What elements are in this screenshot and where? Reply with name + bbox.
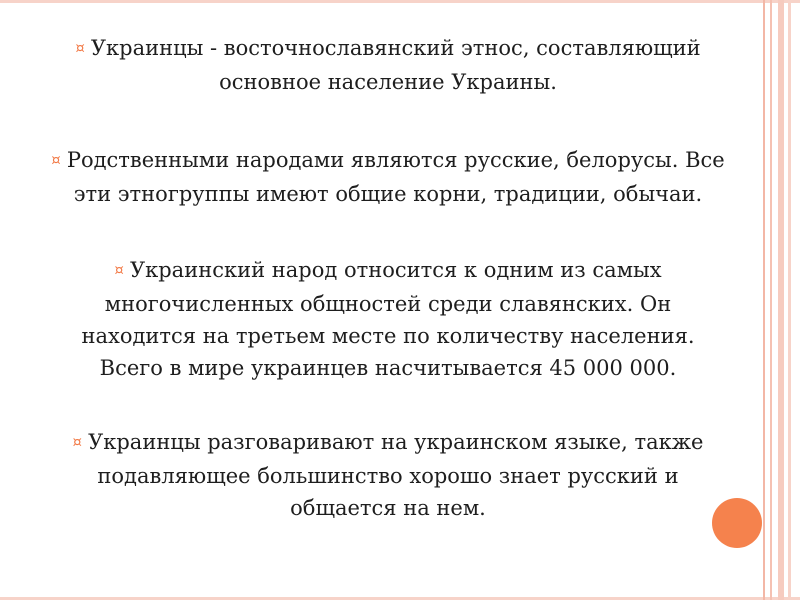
paragraph-line: Всего в мире украинцев насчитывается 45 000 000. — [99, 356, 677, 380]
paragraph-line: многочисленных общностей среди славянских. Он — [104, 292, 672, 316]
paragraph-line: Украинский народ относится к одним из самых — [129, 258, 662, 282]
bullet-icon: ¤ — [75, 39, 85, 57]
paragraph-line: Украинцы - восточнославянский этнос, составляющий — [90, 36, 701, 60]
bullet-paragraph — [48, 32, 728, 98]
paragraph-line: основное население Украины. — [219, 70, 557, 94]
bullet-icon: ¤ — [51, 151, 61, 169]
frame-stripe-2 — [770, 0, 772, 600]
paragraph-line: эти этногруппы имеют общие корни, традиции, обычаи. — [73, 182, 703, 206]
frame-top-border — [0, 0, 800, 3]
bullet-icon: ¤ — [72, 433, 83, 451]
paragraph-line: Родственными народами являются русские, белорусы. Все — [66, 148, 725, 172]
paragraph-line: общается на нем. — [290, 496, 486, 520]
slide-body — [48, 30, 728, 524]
bullet-icon: ¤ — [114, 261, 124, 279]
paragraph-line: Украинцы разговаривают на украинском языке, также — [88, 430, 704, 454]
frame-stripe-1 — [763, 0, 765, 600]
paragraph-line: подавляющее большинство хорошо знает русский и — [97, 464, 679, 488]
bullet-paragraph — [48, 426, 728, 524]
paragraph-line: находится на третьем месте по количеству населения. — [81, 324, 695, 348]
bullet-paragraph — [48, 144, 728, 210]
bullet-paragraph — [48, 254, 728, 384]
frame-stripe-3 — [778, 0, 784, 600]
frame-stripe-4 — [788, 0, 791, 600]
